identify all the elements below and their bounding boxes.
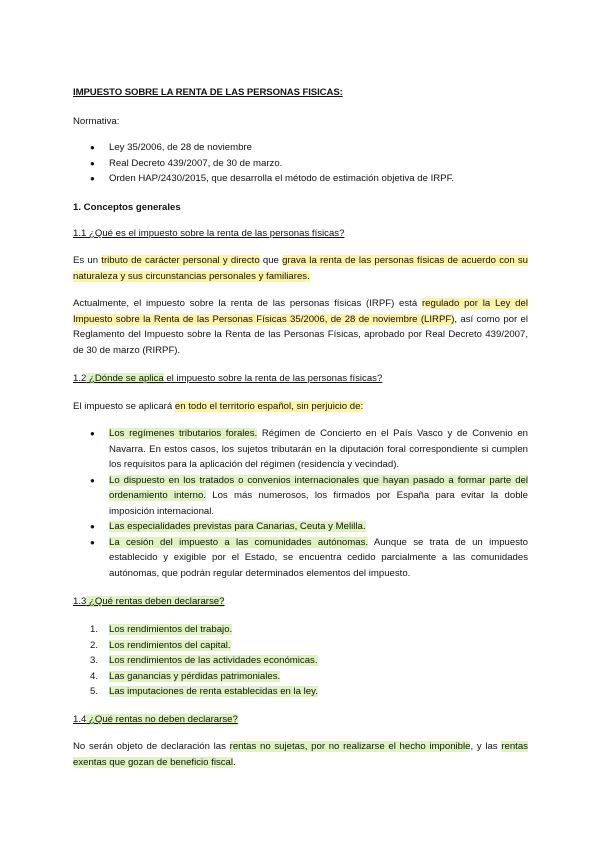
text: , así como por el Reglamento del Impuesto sobre la Renta de las Personas Físicas, aprobado por Real Decreto 439/2007, de 30 de marzo (RIRPF). bbox=[73, 313, 528, 356]
question-heading-1-4 bbox=[73, 712, 528, 728]
list-item bbox=[73, 622, 528, 638]
text: Actualmente, el impuesto sobre la renta de las personas físicas (IRPF) está bbox=[73, 298, 422, 309]
heading-text: ¿Qué es el impuesto sobre la renta de las personas físicas? bbox=[86, 228, 345, 239]
item-number: 5. bbox=[90, 686, 99, 697]
list-item bbox=[73, 653, 528, 669]
highlighted-text: Los rendimientos del capital. bbox=[109, 639, 231, 651]
item-number: 1. bbox=[90, 624, 99, 635]
heading-text: el impuesto sobre la renta de las personas físicas? bbox=[163, 373, 383, 384]
highlighted-text: Las ganancias y pérdidas patrimoniales. bbox=[109, 670, 281, 682]
section-heading: 1. Conceptos generales bbox=[73, 202, 181, 213]
page-title: IMPUESTO SOBRE LA RENTA DE LAS PERSONAS FISICAS: bbox=[73, 87, 343, 98]
highlighted-text: regulado por la Ley del Impuesto sobre la Renta de las Personas Físicas 35/2006, de 28 de noviembre (LIRPF) bbox=[73, 298, 528, 325]
text: El impuesto se aplicará bbox=[73, 401, 175, 412]
normativa-list bbox=[73, 140, 528, 187]
highlighted-text: en todo el territorio español, sin perjuicio de: bbox=[174, 401, 364, 412]
aplicacion-list bbox=[73, 426, 528, 581]
question-heading-1-2 bbox=[73, 371, 528, 387]
highlighted-text: La cesión del impuesto a las comunidades autónomas. bbox=[109, 536, 369, 548]
highlighted-text: ¿Qué rentas deben declararse? bbox=[86, 596, 225, 607]
highlighted-text: Los regímenes tributarios forales. bbox=[109, 428, 258, 439]
list-item bbox=[73, 669, 528, 685]
normativa-label: Normativa: bbox=[73, 116, 120, 127]
highlighted-text: Lo dispuesto en los tratados o convenios internacionales que hayan pasado a formar parte del ordenamiento interno. bbox=[109, 474, 528, 501]
highlighted-text: rentas no sujetas, por no realizarse el hecho imponible bbox=[229, 741, 471, 752]
text: , y las bbox=[470, 741, 502, 752]
text: Régimen de Concierto en el País Vasco y de Convenio en Navarra. En estos casos, los sujetos tributarán en la diputación foral correspondiente si cumplen los requisitos para la aplicación del régimen (residencia y vecindad). bbox=[109, 428, 529, 470]
list-item bbox=[73, 426, 528, 473]
heading-number: 1.2 bbox=[73, 373, 87, 384]
list-item: ● Orden HAP/2430/2015, que desarrolla el método de estimación objetiva de IRPF. bbox=[73, 171, 528, 187]
text: que bbox=[259, 255, 283, 266]
text: Los más numerosos, los firmados por España para evitar la doble imposición internacional. bbox=[109, 490, 528, 517]
heading-number: 1.1 bbox=[73, 228, 87, 239]
text: Es un bbox=[73, 255, 102, 266]
highlighted-text: grava la renta de las personas físicas de acuerdo con su naturaleza y sus circunstancias personales y familiares. bbox=[73, 255, 528, 282]
heading-number: 1.3 bbox=[73, 596, 87, 607]
text: No serán objeto de declaración las bbox=[73, 741, 230, 752]
list-item bbox=[73, 638, 528, 654]
list-item bbox=[73, 535, 528, 582]
highlighted-text: tributo de carácter personal y directo bbox=[101, 255, 260, 266]
highlighted-text: rentas exentas que gozan de beneficio fiscal bbox=[73, 741, 528, 768]
question-heading-1-3 bbox=[73, 594, 528, 610]
highlighted-text: ¿Qué rentas no deben declararse? bbox=[86, 714, 238, 725]
question-heading-1-1 bbox=[73, 226, 528, 242]
item-number: 2. bbox=[90, 639, 99, 651]
item-number: 3. bbox=[90, 655, 99, 666]
rentas-list bbox=[73, 622, 528, 700]
list-item: ● Real Decreto 439/2007, de 30 de marzo. bbox=[73, 156, 528, 172]
highlighted-text: ¿Dónde se aplica bbox=[86, 373, 164, 384]
heading-number: 1.4 bbox=[73, 714, 87, 725]
paragraph bbox=[73, 253, 528, 284]
item-number: 4. bbox=[90, 670, 99, 682]
highlighted-text: Los rendimientos del trabajo. bbox=[109, 624, 233, 635]
text: . bbox=[233, 756, 236, 768]
paragraph bbox=[73, 739, 528, 770]
paragraph bbox=[73, 399, 528, 415]
highlighted-text: Las especialidades previstas para Canarias, Ceuta y Melilla. bbox=[109, 521, 366, 532]
list-item bbox=[73, 519, 528, 535]
list-item: ● Ley 35/2006, de 28 de noviembre bbox=[73, 140, 528, 156]
highlighted-text: Las imputaciones de renta establecidas en la ley. bbox=[109, 686, 318, 697]
highlighted-text: Los rendimientos de las actividades económicas. bbox=[109, 655, 318, 666]
list-item bbox=[73, 684, 528, 700]
list-item bbox=[73, 473, 528, 520]
paragraph bbox=[73, 296, 528, 358]
text: Aunque se trata de un impuesto establecido y exigible por el Estado, se encuentra cedido parcialmente a las comunidades autónomas, que podrán regular determinados elementos del impuesto. bbox=[109, 536, 529, 579]
